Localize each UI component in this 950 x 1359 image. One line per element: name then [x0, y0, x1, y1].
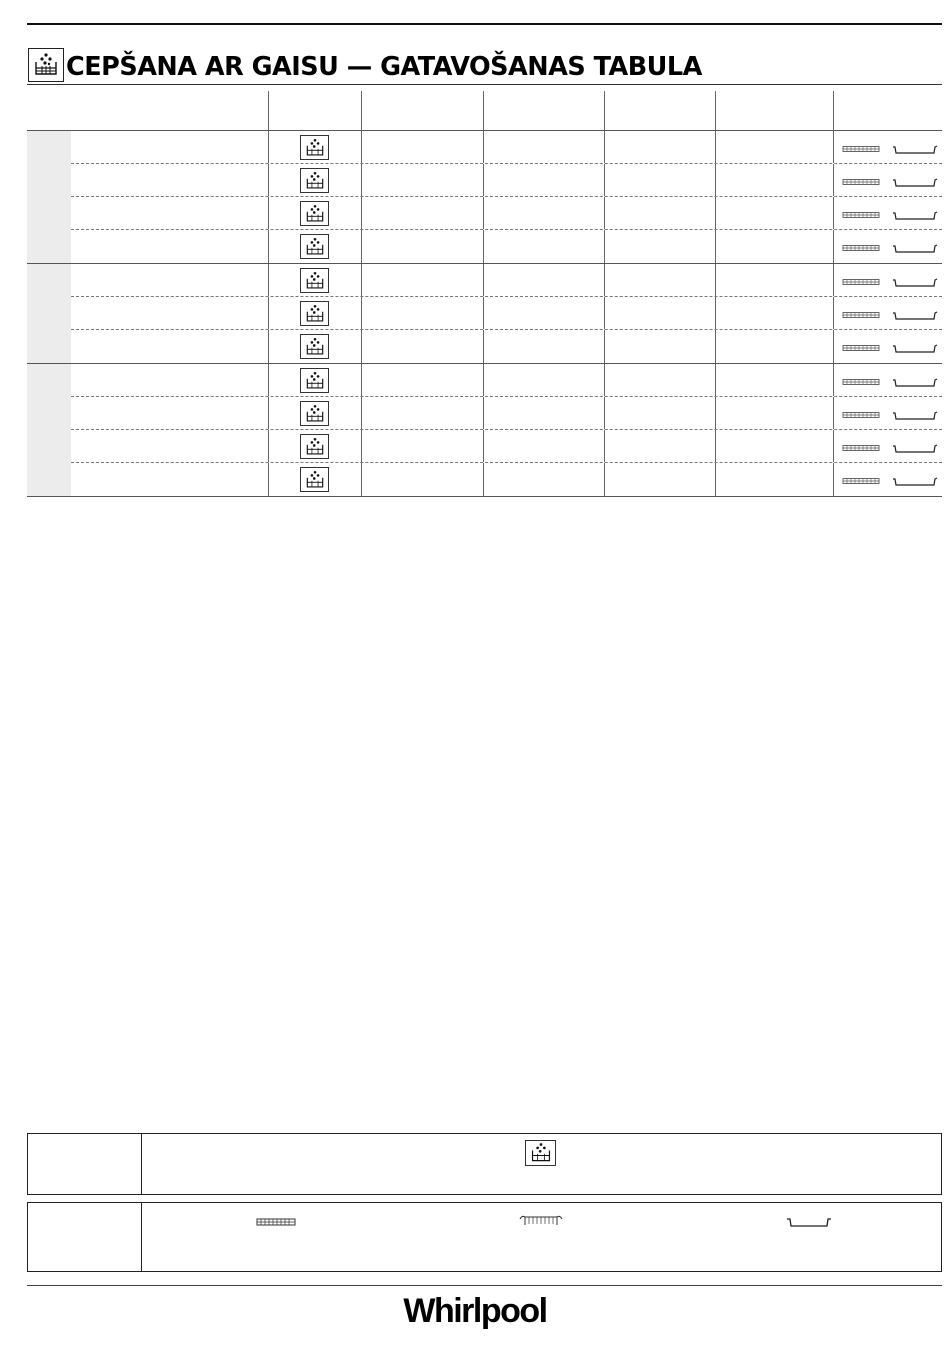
group-label-cell: [27, 131, 71, 263]
drip-pan-icon: [892, 378, 938, 387]
column-separator: [483, 230, 484, 263]
column-separator: [715, 264, 716, 296]
column-separator: [604, 397, 605, 429]
column-separator: [604, 430, 605, 462]
column-separator: [268, 430, 269, 462]
drip-pan-icon: [892, 344, 938, 353]
column-separator: [833, 131, 834, 163]
column-separator: [483, 430, 484, 462]
brand-logo-text: Whirlpool: [403, 1292, 547, 1330]
column-separator: [361, 164, 362, 196]
column-separator: [483, 264, 484, 296]
wire-grill-icon: [842, 278, 882, 287]
wire-grill-icon: [842, 311, 882, 320]
column-separator: [361, 364, 362, 396]
drip-pan-icon: [892, 477, 938, 486]
column-separator: [268, 364, 269, 396]
column-separator: [715, 131, 716, 163]
accessories-cell: [842, 244, 938, 253]
accessories-cell: [842, 378, 938, 387]
column-separator: [715, 397, 716, 429]
column-separator: [483, 297, 484, 329]
wire-grill-icon: [256, 1217, 296, 1227]
accessories-cell: [842, 477, 938, 486]
column-separator: [268, 197, 269, 229]
legend-accessories-box: [27, 1202, 942, 1272]
column-separator: [361, 264, 362, 296]
table-row: [71, 164, 942, 197]
column-separator: [833, 264, 834, 296]
wire-grill-icon: [842, 211, 882, 220]
table-row: [71, 297, 942, 330]
column-separator: [715, 430, 716, 462]
table-row: [71, 131, 942, 164]
column-separator: [268, 397, 269, 429]
column-separator: [483, 397, 484, 429]
air-fry-icon: [300, 168, 329, 193]
column-separator: [268, 91, 269, 130]
column-separator: [268, 330, 269, 363]
column-separator: [604, 330, 605, 363]
column-separator: [833, 397, 834, 429]
air-fry-icon: [300, 334, 329, 359]
column-separator: [361, 230, 362, 263]
table-group: [27, 131, 942, 264]
column-separator: [483, 131, 484, 163]
legend-function-box: [27, 1133, 942, 1195]
column-separator: [715, 463, 716, 496]
drip-pan-icon: [892, 145, 938, 154]
air-fry-icon: [525, 1140, 556, 1166]
air-fry-icon: [300, 201, 329, 226]
table-group: [27, 264, 942, 364]
accessories-cell: [842, 311, 938, 320]
column-separator: [483, 330, 484, 363]
column-separator: [268, 463, 269, 496]
wire-grill-icon: [842, 178, 882, 187]
drip-pan-icon: [786, 1216, 832, 1228]
group-label-cell: [27, 364, 71, 496]
legend-divider: [141, 1203, 142, 1271]
column-separator: [361, 297, 362, 329]
column-separator: [833, 430, 834, 462]
column-separator: [604, 264, 605, 296]
wire-grill-icon: [842, 344, 882, 353]
column-separator: [604, 164, 605, 196]
table-header-row: [27, 91, 942, 131]
air-fry-icon: [300, 401, 329, 426]
top-rule: [27, 23, 942, 25]
column-separator: [833, 330, 834, 363]
table-row: [71, 397, 942, 430]
column-separator: [833, 364, 834, 396]
air-fry-icon: [300, 467, 329, 492]
air-fry-icon: [300, 434, 329, 459]
column-separator: [483, 164, 484, 196]
column-separator: [268, 230, 269, 263]
accessories-cell: [842, 344, 938, 353]
column-separator: [604, 197, 605, 229]
column-separator: [604, 463, 605, 496]
column-separator: [604, 364, 605, 396]
column-separator: [715, 164, 716, 196]
accessories-cell: [842, 278, 938, 287]
accessories-cell: [842, 145, 938, 154]
column-separator: [268, 297, 269, 329]
column-separator: [604, 131, 605, 163]
column-separator: [483, 91, 484, 130]
drip-pan-icon: [892, 211, 938, 220]
drip-pan-icon: [892, 178, 938, 187]
accessories-cell: [842, 178, 938, 187]
column-separator: [361, 197, 362, 229]
accessories-cell: [842, 211, 938, 220]
column-separator: [604, 91, 605, 130]
table-row: [71, 430, 942, 463]
column-separator: [833, 297, 834, 329]
air-fry-icon: [300, 301, 329, 326]
wire-grill-icon: [842, 411, 882, 420]
column-separator: [715, 91, 716, 130]
group-label-cell: [27, 264, 71, 363]
column-separator: [483, 197, 484, 229]
drip-pan-icon: [892, 444, 938, 453]
table-row: [71, 264, 942, 297]
column-separator: [833, 164, 834, 196]
accessories-cell: [842, 411, 938, 420]
table-row: [71, 197, 942, 230]
legend-divider: [141, 1134, 142, 1194]
column-separator: [361, 91, 362, 130]
wire-grill-icon: [842, 477, 882, 486]
column-separator: [268, 264, 269, 296]
drip-pan-icon: [892, 244, 938, 253]
column-separator: [361, 463, 362, 496]
page-title-text: CEPŠANA AR GAISU — GATAVOŠANAS TABULA: [66, 52, 702, 82]
column-separator: [483, 364, 484, 396]
bottom-rule: [27, 1285, 942, 1286]
air-fry-icon: [300, 135, 329, 160]
column-separator: [604, 230, 605, 263]
column-separator: [361, 430, 362, 462]
column-separator: [833, 230, 834, 263]
wire-grill-icon: [842, 244, 882, 253]
title-rule: [27, 84, 942, 85]
table-row: [71, 230, 942, 263]
wire-grill-icon: [842, 145, 882, 154]
table-group: [27, 364, 942, 497]
drip-pan-icon: [892, 411, 938, 420]
column-separator: [361, 397, 362, 429]
brand-logo: [0, 1292, 950, 1331]
column-separator: [715, 230, 716, 263]
column-separator: [715, 330, 716, 363]
column-separator: [715, 197, 716, 229]
column-separator: [361, 330, 362, 363]
wire-grill-icon: [842, 378, 882, 387]
drip-pan-icon: [892, 311, 938, 320]
table-row: [71, 463, 942, 496]
air-fry-icon: [300, 234, 329, 259]
column-separator: [604, 297, 605, 329]
wire-grill-icon: [842, 444, 882, 453]
column-separator: [483, 463, 484, 496]
column-separator: [833, 91, 834, 130]
column-separator: [268, 131, 269, 163]
air-fry-icon: [28, 48, 64, 82]
air-fry-icon: [300, 368, 329, 393]
drip-pan-icon: [892, 278, 938, 287]
column-separator: [715, 297, 716, 329]
table-row: [71, 330, 942, 363]
column-separator: [361, 131, 362, 163]
column-separator: [833, 197, 834, 229]
column-separator: [268, 164, 269, 196]
column-separator: [833, 463, 834, 496]
baking-tray-icon: [518, 1213, 564, 1227]
table-row: [71, 364, 942, 397]
page-title: [28, 46, 702, 82]
cooking-table: [27, 91, 942, 497]
column-separator: [715, 364, 716, 396]
accessories-cell: [842, 444, 938, 453]
air-fry-icon: [300, 268, 329, 293]
